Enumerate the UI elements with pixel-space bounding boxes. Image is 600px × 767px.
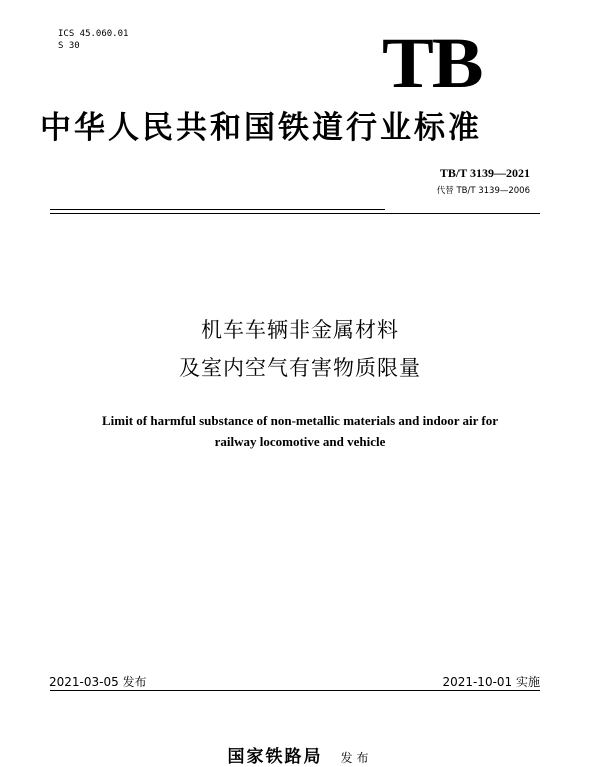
class-code: S 30: [58, 41, 80, 51]
header-rule-thick: [50, 209, 385, 210]
implement-date: 2021-10-01 实施: [442, 675, 540, 689]
header-rule-thin: [50, 213, 540, 214]
standard-number: TB/T 3139—2021: [439, 166, 530, 180]
title-cn-line2: 及室内空气有害物质限量: [179, 356, 421, 380]
date-rule: [50, 690, 540, 691]
ics-code: ICS 45.060.01: [58, 29, 129, 39]
title-en-line2: railway locomotive and vehicle: [214, 434, 386, 449]
org-title: 中华人民共和国铁道行业标准: [40, 110, 482, 146]
issuer-line: [0, 742, 600, 767]
issuer-action: 发布: [340, 751, 373, 765]
title-en-line1: Limit of harmful substance of non-metallic materials and indoor air for: [101, 413, 498, 428]
title-cn-line1: 机车车辆非金属材料: [201, 318, 399, 342]
publish-date: 2021-03-05 发布: [49, 675, 147, 689]
classification-codes: [58, 28, 128, 52]
tb-logo: TB: [382, 23, 482, 103]
standard-replaces: 代替 TB/T 3139—2006: [436, 186, 530, 196]
issuer-org: 国家铁路局: [227, 747, 323, 767]
